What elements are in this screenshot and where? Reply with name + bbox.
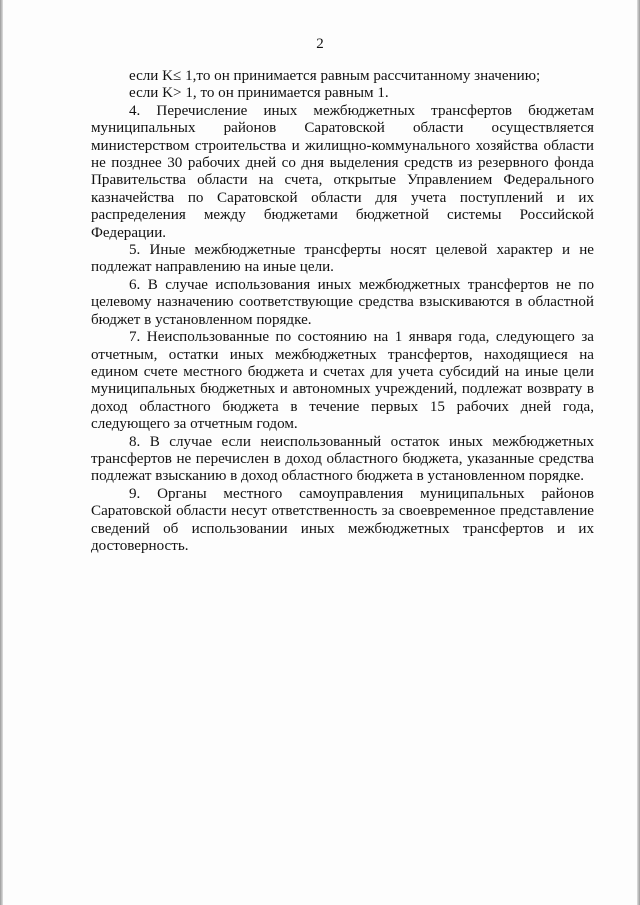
- paragraph-8: 8. В случае если неиспользованный остаток иных межбюджетных трансфертов не перечислен в доход областного бюджета, указанные средства подлежат взысканию в доход областного бюджета в установленном порядке.: [91, 433, 594, 485]
- scan-edge-left: [0, 0, 3, 905]
- page-number: 2: [316, 36, 324, 52]
- paragraph-k-gt-1: если K> 1, то он принимается равным 1.: [129, 85, 389, 102]
- document-body: [91, 68, 594, 555]
- paragraph-9: 9. Органы местного самоуправления муниципальных районов Саратовской области несут ответственность за своевременное представление сведений об использовании иных межбюджетных трансфертов и их достоверность.: [91, 485, 594, 554]
- paragraph-4: 4. Перечисление иных межбюджетных трансфертов бюджетам муниципальных районов Саратовской области осуществляется министерством строительства и жилищно-коммунального хозяйства области не позднее 30 рабочих дней со дня выделения средств из резервного фонда Правительства области на счета, открытые Управлением Федерального казначейства по Саратовской области для учета поступлений и их распределения между бюджетами бюджетной системы Российской Федерации.: [91, 102, 594, 241]
- paragraph-6: 6. В случае использования иных межбюджетных трансфертов не по целевому назначению соответствующие средства взыскиваются в областной бюджет в установленном порядке.: [91, 276, 594, 328]
- paragraph-5: 5. Иные межбюджетные трансферты носят целевой характер и не подлежат направлению на иные цели.: [91, 242, 594, 276]
- paragraph-7: 7. Неиспользованные по состоянию на 1 января года, следующего за отчетным, остатки иных межбюджетных трансфертов, находящиеся на едином счете местного бюджета и счетах для учета субсидий на иные цели муниципальных бюджетных и автономных учреждений, подлежат возврату в доход областного бюджета в течение первых 15 рабочих дней года, следующего за отчетным годом.: [91, 329, 594, 433]
- paragraph-k-le-1: если K≤ 1,то он принимается равным рассчитанному значению;: [129, 68, 541, 84]
